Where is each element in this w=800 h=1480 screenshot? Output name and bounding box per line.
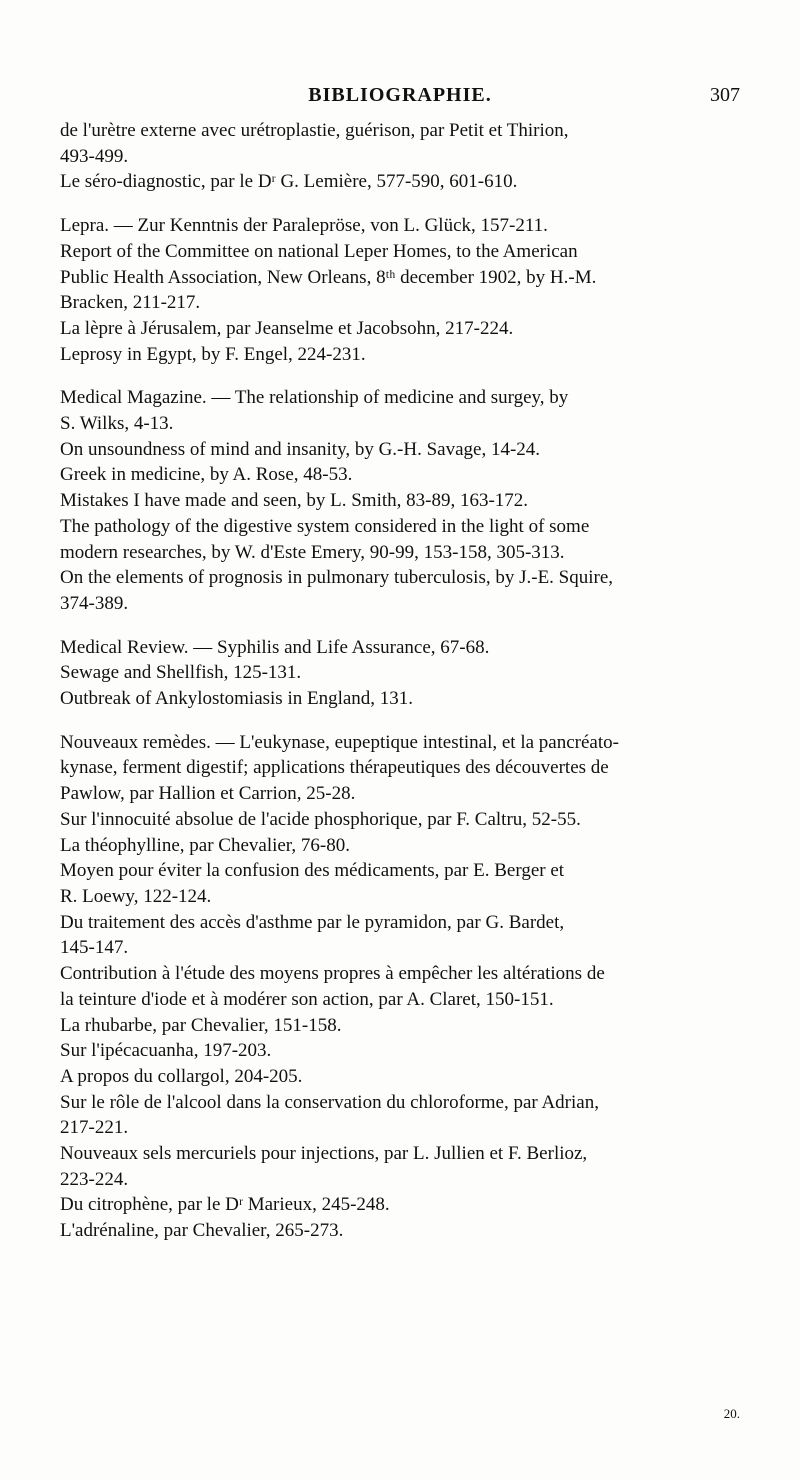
- text-line: Contribution à l'étude des moyens propres à empêcher les altérations de: [60, 963, 605, 985]
- text-line: La lèpre à Jérusalem, par Jeanselme et Jacobsohn, 217-224.: [60, 317, 514, 339]
- text-line: Sur le rôle de l'alcool dans la conservation du chloroforme, par Adrian,: [60, 1091, 599, 1113]
- text-line: La rhubarbe, par Chevalier, 151-158.: [60, 1014, 342, 1036]
- text-line: Public Health Association, New Orleans, 8ᵗʰ december 1902, by H.-M.: [60, 266, 597, 288]
- text-line: Bracken, 211-217.: [60, 292, 201, 314]
- text-line: la teinture d'iode et à modérer son action, par A. Claret, 150-151.: [60, 988, 554, 1010]
- text-line: L'adrénaline, par Chevalier, 265-273.: [60, 1220, 344, 1242]
- text-line: Mistakes I have made and seen, by L. Smith, 83-89, 163-172.: [60, 490, 529, 512]
- text-line: Lepra. — Zur Kenntnis der Paralepröse, von L. Glück, 157-211.: [60, 215, 548, 237]
- text-line: kynase, ferment digestif; applications thérapeutiques des découvertes de: [60, 757, 609, 779]
- text-line: Le séro-diagnostic, par le Dʳ G. Lemière, 577-590, 601-610.: [60, 171, 518, 193]
- text-line: 217-221.: [60, 1117, 129, 1139]
- text-line: Greek in medicine, by A. Rose, 48-53.: [60, 464, 353, 486]
- text-line: 145-147.: [60, 937, 129, 959]
- text-line: Sur l'ipécacuanha, 197-203.: [60, 1040, 272, 1062]
- text-line: Moyen pour éviter la confusion des médicaments, par E. Berger et: [60, 860, 565, 882]
- text-line: modern researches, by W. d'Este Emery, 90-99, 153-158, 305-313.: [60, 541, 565, 563]
- text-line: S. Wilks, 4-13.: [60, 413, 174, 435]
- text-line: Sur l'innocuité absolue de l'acide phosphorique, par F. Caltru, 52-55.: [60, 808, 581, 830]
- text-line: Pawlow, par Hallion et Carrion, 25-28.: [60, 783, 356, 805]
- text-line: Medical Magazine. — The relationship of medicine and surgey, by: [60, 387, 569, 409]
- bibliography-section: [60, 118, 740, 195]
- bibliography-section: [60, 385, 740, 616]
- text-line: Du citrophène, par le Dʳ Marieux, 245-248.: [60, 1194, 390, 1216]
- page-number: 307: [710, 84, 740, 106]
- bibliography-body: [60, 118, 740, 1262]
- text-line: Sewage and Shellfish, 125-131.: [60, 662, 302, 684]
- text-line: The pathology of the digestive system considered in the light of some: [60, 515, 590, 537]
- text-line: Report of the Committee on national Leper Homes, to the American: [60, 240, 578, 262]
- text-line: On unsoundness of mind and insanity, by G.-H. Savage, 14-24.: [60, 438, 541, 460]
- text-line: Nouveaux remèdes. — L'eukynase, eupeptique intestinal, et la pancréato-: [60, 731, 619, 753]
- text-line: Nouveaux sels mercuriels pour injections, par L. Jullien et F. Berlioz,: [60, 1143, 588, 1165]
- text-line: Outbreak of Ankylostomiasis in England, 131.: [60, 688, 414, 710]
- text-line: R. Loewy, 122-124.: [60, 885, 212, 907]
- text-line: de l'urètre externe avec urétroplastie, guérison, par Petit et Thirion,: [60, 120, 569, 141]
- bibliography-section: [60, 635, 740, 712]
- running-title: BIBLIOGRAPHIE.: [308, 84, 492, 106]
- text-line: Medical Review. — Syphilis and Life Assurance, 67-68.: [60, 636, 490, 658]
- text-line: A propos du collargol, 204-205.: [60, 1065, 303, 1087]
- text-line: La théophylline, par Chevalier, 76-80.: [60, 834, 350, 856]
- bibliography-section: [60, 730, 740, 1244]
- text-line: 223-224.: [60, 1168, 129, 1190]
- text-line: 493-499.: [60, 145, 129, 167]
- bibliography-section: [60, 213, 740, 367]
- page-header: [60, 84, 740, 118]
- text-line: Du traitement des accès d'asthme par le pyramidon, par G. Bardet,: [60, 911, 565, 933]
- text-line: On the elements of prognosis in pulmonary tuberculosis, by J.-E. Squire,: [60, 567, 614, 589]
- text-line: 374-389.: [60, 592, 129, 614]
- signature-mark: 20.: [723, 1406, 740, 1421]
- text-line: Leprosy in Egypt, by F. Engel, 224-231.: [60, 343, 366, 365]
